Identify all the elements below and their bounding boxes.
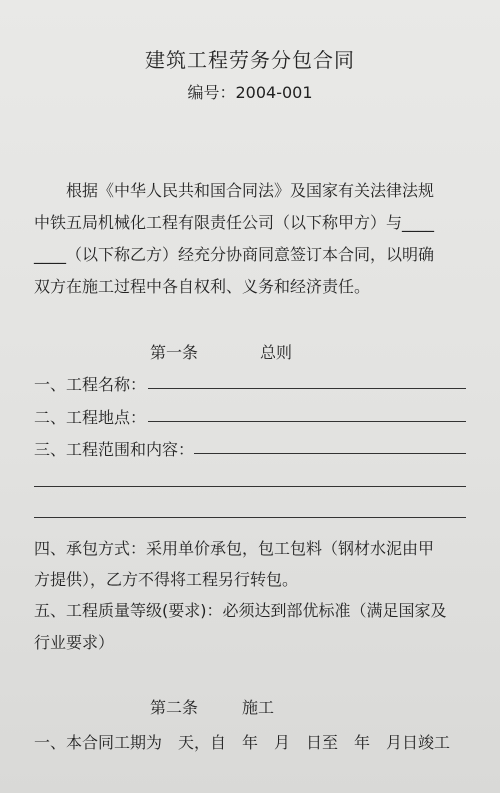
article-2-number: 第二条 — [150, 698, 199, 717]
article-2-title: 施工 — [242, 698, 275, 717]
construction-period-line: 一、本合同工期为 天，自 年 月 日至 年 月日竣工 — [34, 733, 451, 752]
quality-grade-line-1: 五、工程质量等级(要求)：必须达到部优标准（满足国家及 — [34, 601, 447, 620]
preamble-line-2: 中铁五局机械化工程有限责任公司（以下称甲方）与____ — [34, 213, 435, 232]
project-scope-blank — [194, 453, 466, 454]
project-location-label: 二、工程地点： — [34, 408, 147, 427]
preamble-line-4: 双方在施工过程中各自权利、义务和经济责任。 — [34, 277, 371, 296]
preamble-line-1: 根据《中华人民共和国合同法》及国家有关法律法规 — [66, 181, 435, 200]
contract-mode-line-1: 四、承包方式：采用单价承包，包工包料（钢材水泥由甲 — [34, 539, 435, 558]
quality-grade-line-2: 行业要求） — [34, 633, 115, 652]
project-scope-blank-line-3 — [34, 517, 466, 518]
project-scope-blank-line-2 — [34, 486, 466, 487]
document-number: 编号：2004-001 — [187, 83, 313, 102]
project-name-blank — [148, 388, 466, 389]
project-scope-label: 三、工程范围和内容： — [34, 440, 195, 459]
article-1-title: 总则 — [260, 343, 293, 362]
project-name-label: 一、工程名称： — [34, 375, 147, 394]
article-1-number: 第一条 — [150, 343, 199, 362]
project-location-blank — [148, 421, 466, 422]
document-title: 建筑工程劳务分包合同 — [145, 48, 355, 72]
contract-mode-line-2: 方提供），乙方不得将工程另行转包。 — [34, 570, 299, 589]
preamble-line-3: ____（以下称乙方）经充分协商同意签订本合同，以明确 — [34, 245, 435, 264]
